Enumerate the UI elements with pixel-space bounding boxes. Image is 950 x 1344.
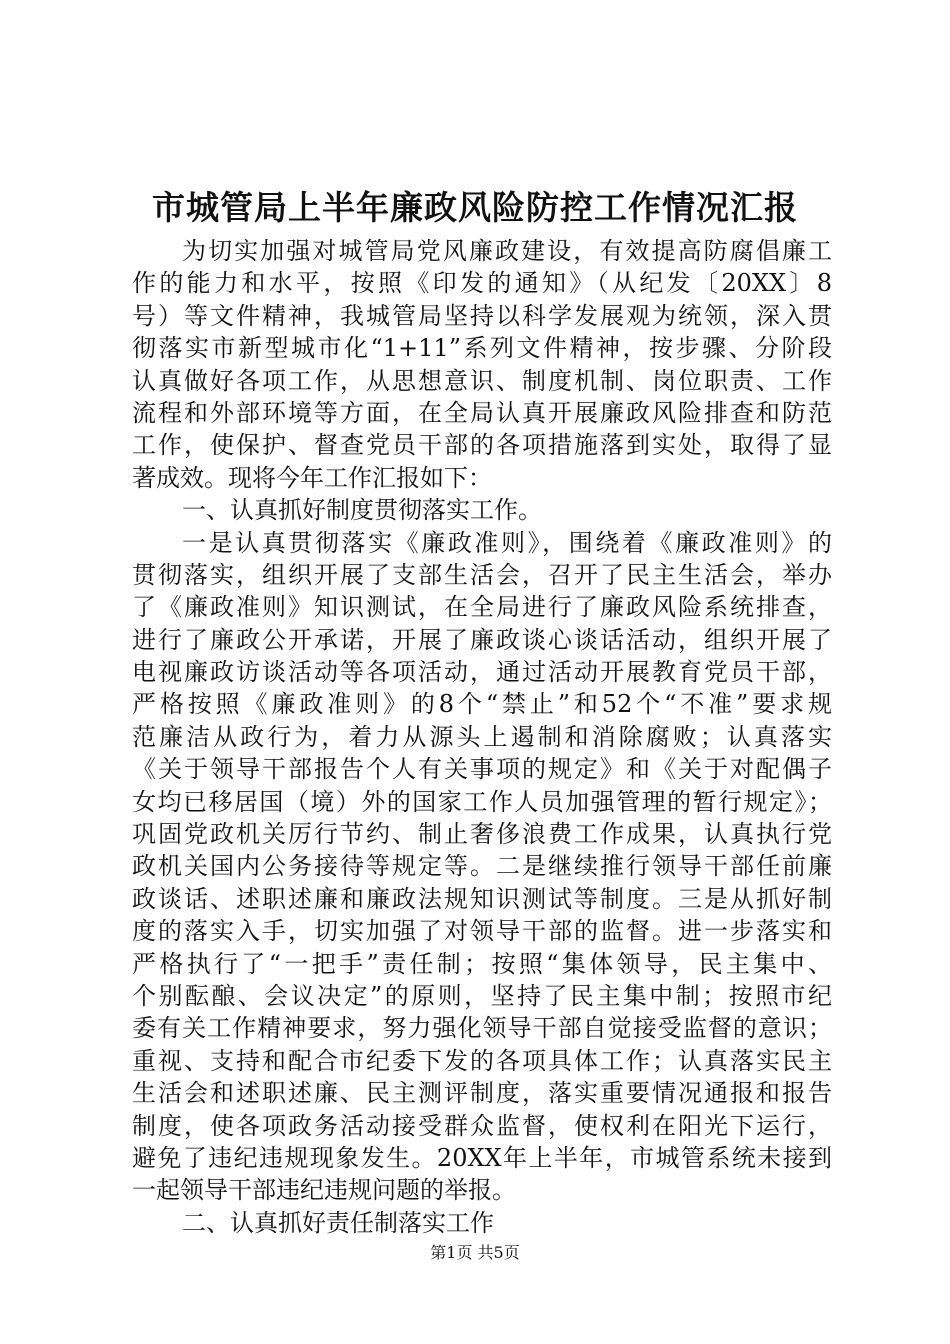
text-line: 认真做好各项工作，从思想意识、制度机制、岗位职责、工作 [132,366,832,395]
text-line: 贯彻落实，组织开展了支部生活会，召开了民主生活会，举办 [132,560,832,589]
text-line: 范廉洁从政行为，着力从源头上遏制和消除腐败；认真落实 [132,722,832,751]
text-line: 一起领导干部违纪违规问题的举报。 [132,1176,516,1205]
text-line: 彻落实市新型城市化“1+11”系列文件精神，按步骤、分阶段 [132,334,832,363]
text-line: 《关于领导干部报告个人有关事项的规定》和《关于对配偶子 [132,755,832,784]
document-body [132,235,832,1239]
text-line: 一、认真抓好制度贯彻落实工作。 [182,496,542,525]
text-line: 政谈话、述职述廉和廉政法规知识测试等制度。三是从抓好制 [132,884,832,913]
text-line: 度的落实入手，切实加强了对领导干部的监督。进一步落实和 [132,917,832,946]
text-line: 作的能力和水平，按照《印发的通知》（从纪发〔20XX〕8 [132,269,832,298]
text-line: 了《廉政准则》知识测试，在全局进行了廉政风险系统排查， [132,593,832,622]
text-line: 政机关国内公务接待等规定等。二是继续推行领导干部任前廉 [132,852,832,881]
text-line: 女均已移居国（境）外的国家工作人员加强管理的暂行规定》； [132,787,832,816]
document-title: 市城管局上半年廉政风险防控工作情况汇报 [152,188,798,227]
text-line: 为切实加强对城管局党风廉政建设，有效提高防腐倡廉工 [182,237,832,265]
text-line: 工作，使保护、督查党员干部的各项措施落到实处，取得了显 [132,431,832,460]
text-line: 巩固党政机关厉行节约、制止奢侈浪费工作成果，认真执行党 [132,820,832,849]
text-line: 避免了违纪违规现象发生。20XX年上半年，市城管系统未接到 [132,1143,832,1172]
text-line: 号）等文件精神，我城管局坚持以科学发展观为统领，深入贯 [132,301,832,330]
text-line: 严格按照《廉政准则》的8个“禁止”和52个“不准”要求规 [132,690,832,719]
text-line: 生活会和述职述廉、民主测评制度，落实重要情况通报和报告 [132,1079,832,1108]
text-line: 进行了廉政公开承诺，开展了廉政谈心谈话活动，组织开展了 [132,625,832,654]
text-line: 委有关工作精神要求，努力强化领导干部自觉接受监督的意识； [132,1014,832,1043]
text-line: 电视廉政访谈活动等各项活动，通过活动开展教育党员干部， [132,658,832,687]
text-line: 重视、支持和配合市纪委下发的各项具体工作；认真落实民主 [132,1046,832,1075]
text-line: 严格执行了“一把手”责任制；按照“集体领导，民主集中、 [132,949,832,978]
text-line: 制度，使各项政务活动接受群众监督，使权利在阳光下运行， [132,1111,832,1140]
page-footer: 第1页 共5页 [430,1243,520,1262]
text-line: 一是认真贯彻落实《廉政准则》，围绕着《廉政准则》的 [182,528,832,557]
text-line: 流程和外部环境等方面，在全局认真开展廉政风险排查和防范 [132,398,832,427]
text-line: 二、认真抓好责任制落实工作 [182,1208,494,1237]
text-line: 个别酝酿、会议决定”的原则，坚持了民主集中制；按照市纪 [132,981,832,1010]
text-line: 著成效。现将今年工作汇报如下： [132,463,492,492]
